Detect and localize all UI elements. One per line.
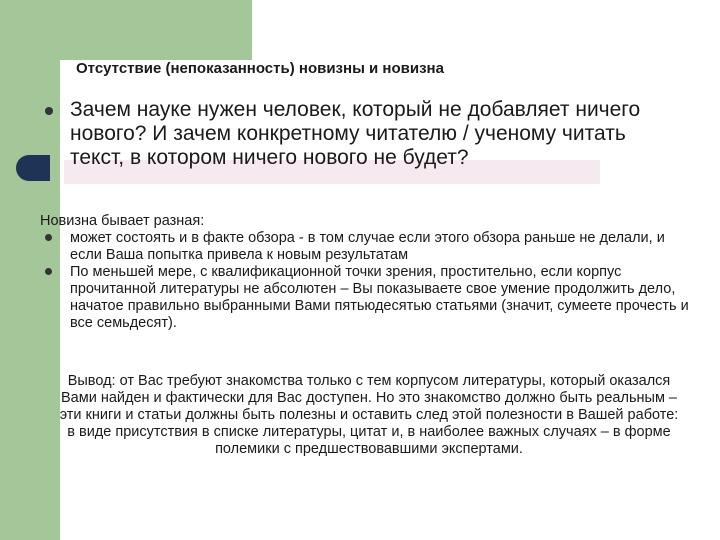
bullet-icon (45, 234, 52, 241)
conclusion-text: Вывод: от Вас требуют знакомства только с тем корпусом литературы, который оказался Вами найден и фактически для Вас доступен. Но это знакомство должно быть реальным – эти книги и статьи должны быть полезны и оставить след этой полезности в Вашей работе: в виде присутствия в списке литературы, цитат и, в наиболее важных случаях – в форме полемики с предшествовавшими экспертами. (59, 373, 679, 457)
navy-tab-shape (16, 155, 50, 181)
list-item (40, 230, 700, 264)
top-green-block (60, 0, 252, 60)
main-bullet-icon (45, 107, 53, 115)
list-item-text: может состоять и в факте обзора - в том случае если этого обзора раньше не делали, и если Ваша попытка привела к новым результатам (70, 230, 665, 263)
bullet-icon (45, 268, 52, 275)
slide-title: Отсутствие (непоказанность) новизны и новизна (76, 60, 444, 77)
main-question: Зачем науке нужен человек, который не добавляет ничего нового? И зачем конкретному читателю / ученому читать текст, в котором ничего нового не будет? (70, 98, 641, 169)
list-item (40, 264, 700, 332)
novelty-types (40, 213, 700, 332)
novelty-intro: Новизна бывает разная: (40, 213, 205, 229)
list-item-text: По меньшей мере, с квалификационной точки зрения, простительно, если корпус прочитанной литературы не абсолютен – Вы показываете свое умение продолжить дело, начатое правильно выбранными Вами пятьюдесятью статьями (значит, сумеете прочесть и все семьдесят). (70, 264, 689, 331)
